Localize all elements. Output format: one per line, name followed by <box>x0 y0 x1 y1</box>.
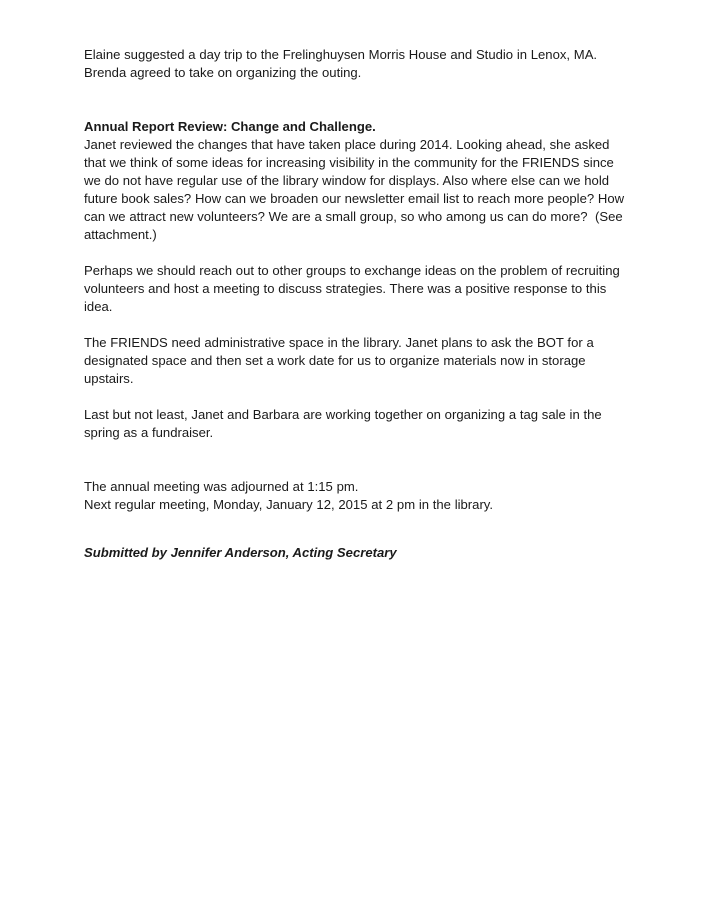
paragraph-tag-sale: Last but not least, Janet and Barbara are working together on organizing a tag sale in the spring as a fundraiser. <box>84 407 606 440</box>
spacer <box>84 388 632 406</box>
paragraph-outing: Elaine suggested a day trip to the Frelinghuysen Morris House and Studio in Lenox, MA. Brenda agreed to take on organizing the outing. <box>84 47 601 80</box>
spacer <box>84 442 632 478</box>
spacer <box>84 82 632 118</box>
line-adjournment: The annual meeting was adjourned at 1:15 pm. <box>84 479 359 494</box>
spacer <box>84 514 632 544</box>
paragraph-admin-space: The FRIENDS need administrative space in the library. Janet plans to ask the BOT for a designated space and then set a work date for us to organize materials now in storage upstairs. <box>84 335 598 386</box>
paragraph-annual-report: Janet reviewed the changes that have taken place during 2014. Looking ahead, she asked that we think of some ideas for increasing visibility in the community for the FRIENDS since we do not have regular use of the library window for displays. Also where else can we hold future book sales? How can we broaden our newsletter email list to reach more people? How can we attract new volunteers? We are a small group, so who among us can do more? (See attachment.) <box>84 137 628 242</box>
line-next-meeting: Next regular meeting, Monday, January 12, 2015 at 2 pm in the library. <box>84 497 494 512</box>
spacer <box>84 244 632 262</box>
heading-annual-report-review: Annual Report Review: Change and Challenge. <box>84 119 376 134</box>
spacer <box>84 316 632 334</box>
document-text-body <box>84 46 632 562</box>
paragraph-outreach: Perhaps we should reach out to other groups to exchange ideas on the problem of recruiting volunteers and host a meeting to discuss strategies. There was a positive response to this idea. <box>84 263 624 314</box>
signature-submitted-by: Submitted by Jennifer Anderson, Acting Secretary <box>84 545 397 560</box>
